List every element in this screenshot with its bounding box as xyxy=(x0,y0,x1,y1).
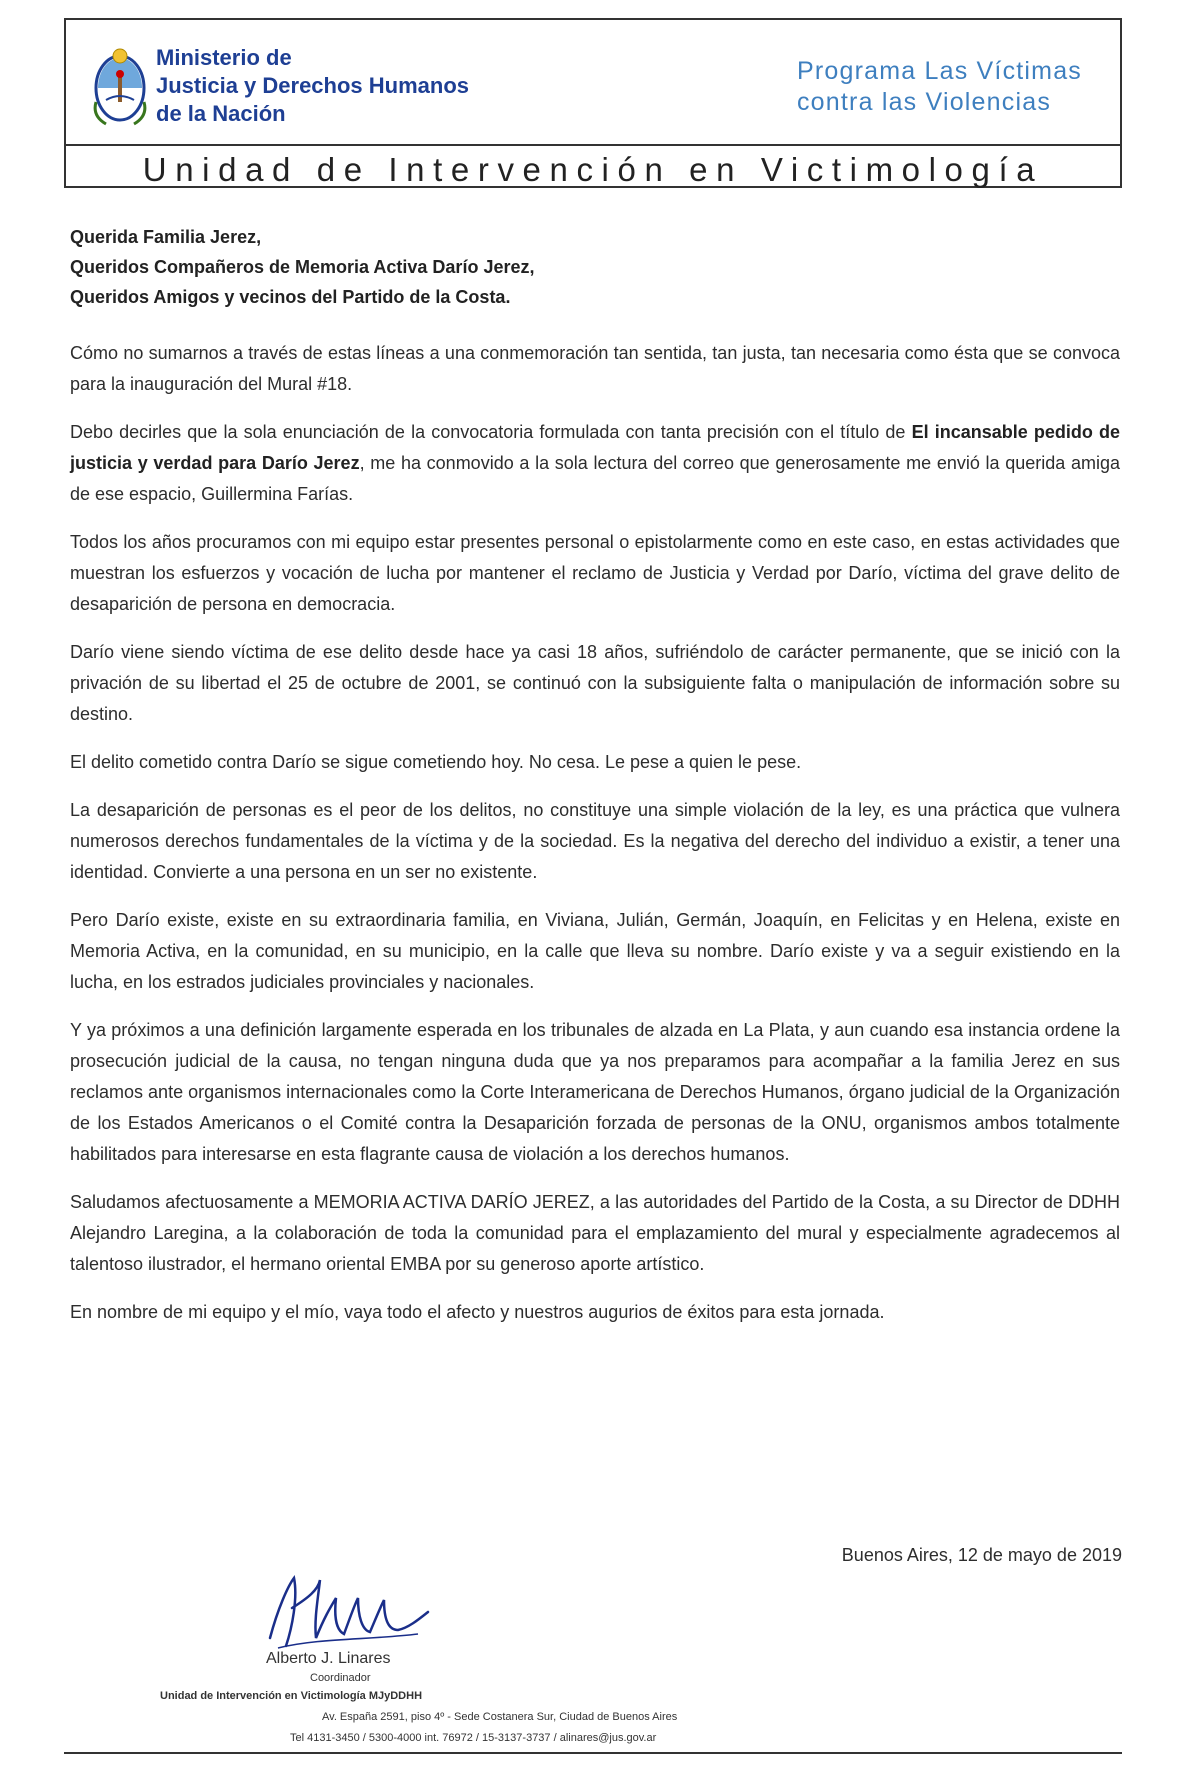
paragraph-9: Saludamos afectuosamente a MEMORIA ACTIVA DARÍO JEREZ, a las autoridades del Partido de la Costa, a su Director de DDHH Alejandro Laregina, a la colaboración de toda la comunidad para el emplazamiento del mural y especialmente agradecemos al talentoso ilustrador, el hermano oriental EMBA por su generoso aporte artístico. xyxy=(70,1192,1120,1274)
letterhead-top xyxy=(66,20,1120,142)
paragraph-10: En nombre de mi equipo y el mío, vaya todo el afecto y nuestros augurios de éxitos para esta jornada. xyxy=(70,1302,885,1322)
paragraph-6: La desaparición de personas es el peor de los delitos, no constituye una simple violación de la ley, es una práctica que vulnera numerosos derechos fundamentales de la víctima y de la sociedad. Es la negativa del derecho del individuo a existir, a tener una identidad. Convierte a una persona en un ser no existente. xyxy=(70,800,1120,882)
ministry-line-1: Ministerio de xyxy=(156,45,292,70)
footer-divider xyxy=(64,1752,1122,1754)
paragraph-2-rest: , me ha conmovido a la sola lectura del correo que generosamente me envió la querida amiga de ese espacio, Guillermina Farías. xyxy=(70,453,1121,504)
salutation-line-1: Querida Familia Jerez, xyxy=(70,227,262,247)
ministry-line-2: Justicia y Derechos Humanos xyxy=(156,73,470,98)
unit-title: Unidad de Intervención en Victimología xyxy=(142,151,1044,188)
paragraph-3: Todos los años procuramos con mi equipo estar presentes personal o epistolarmente como en este caso, en estas actividades que muestran los esfuerzos y vocación de lucha por mantener el reclamo de Justicia y Verdad por Darío, víctima del grave delito de desaparición de persona en democracia. xyxy=(70,532,1120,614)
paragraph-7: Pero Darío existe, existe en su extraordinaria familia, en Viviana, Julián, Germán, Joaquín, en Felicitas y en Helena, existe en Memoria Activa, en la comunidad, en su municipio, en la calle que lleva su nombre. Darío existe y va a seguir existiendo en la lucha, en los estrados judiciales provinciales y nacionales. xyxy=(70,910,1120,992)
handwritten-signature-icon xyxy=(258,1568,438,1660)
salutation xyxy=(70,222,534,312)
paragraph-1: Cómo no sumarnos a través de estas líneas a una conmemoración tan sentida, tan justa, tan necesaria como ésta que se convoca para la inauguración del Mural #18. xyxy=(70,343,1120,394)
paragraph-2 xyxy=(70,417,1120,510)
salutation-line-3: Queridos Amigos y vecinos del Partido de la Costa. xyxy=(70,287,511,307)
program-line-2: contra las Violencias xyxy=(796,88,1052,116)
signer-contact: Tel 4131-3450 / 5300-4000 int. 76972 / 15-3137-3737 / alinares@jus.gov.ar xyxy=(290,1732,657,1744)
ministry-line-3: de la Nación xyxy=(156,101,286,126)
paragraph-8: Y ya próximos a una definición largamente esperada en los tribunales de alzada en La Plata, y aun cuando esa instancia ordene la prosecución judicial de la causa, no tengan ninguna duda que ya nos preparamos para acompañar a la familia Jerez en sus reclamos ante organismos internacionales como la Corte Interamericana de Derechos Humanos, órgano judicial de la Organización de los Estados Americanos o el Comité contra la Desaparición forzada de personas de la ONU, organismos ambos totalmente habilitados para interesarse en esta flagrante causa de violación a los derechos humanos. xyxy=(70,1020,1120,1164)
paragraph-5: El delito cometido contra Darío se sigue cometiendo hoy. No cesa. Le pese a quien le pese. xyxy=(70,752,802,772)
signer-address: Av. España 2591, piso 4º - Sede Costanera Sur, Ciudad de Buenos Aires xyxy=(322,1711,678,1723)
ministry-name xyxy=(156,44,469,128)
letter-date: Buenos Aires, 12 de mayo de 2019 xyxy=(841,1545,1122,1565)
paragraph-2-title: El incansable pedido de justicia y verdad para Darío Jerez xyxy=(70,422,1120,473)
program-name xyxy=(797,56,1082,118)
program-line-1: Programa Las Víctimas xyxy=(796,57,1082,85)
argentina-coat-of-arms-icon xyxy=(90,42,150,130)
paragraph-4: Darío viene siendo víctima de ese delito desde hace ya casi 18 años, sufriéndolo de carácter permanente, que se inició con la privación de su libertad el 25 de octubre de 2001, se continuó con la subsiguiente falta o manipulación de información sobre su destino. xyxy=(70,642,1120,724)
signer-role: Coordinador xyxy=(310,1672,371,1684)
letterhead xyxy=(64,18,1122,188)
letterhead-divider xyxy=(66,144,1120,146)
salutation-line-2: Queridos Compañeros de Memoria Activa Darío Jerez, xyxy=(70,257,535,277)
letter-body xyxy=(70,338,1120,1345)
signer-unit: Unidad de Intervención en Victimología MJyDDHH xyxy=(160,1690,423,1702)
paragraph-2-intro: Debo decirles que la sola enunciación de la convocatoria formulada con tanta precisión con el título de xyxy=(70,422,912,442)
signer-name: Alberto J. Linares xyxy=(266,1650,391,1667)
